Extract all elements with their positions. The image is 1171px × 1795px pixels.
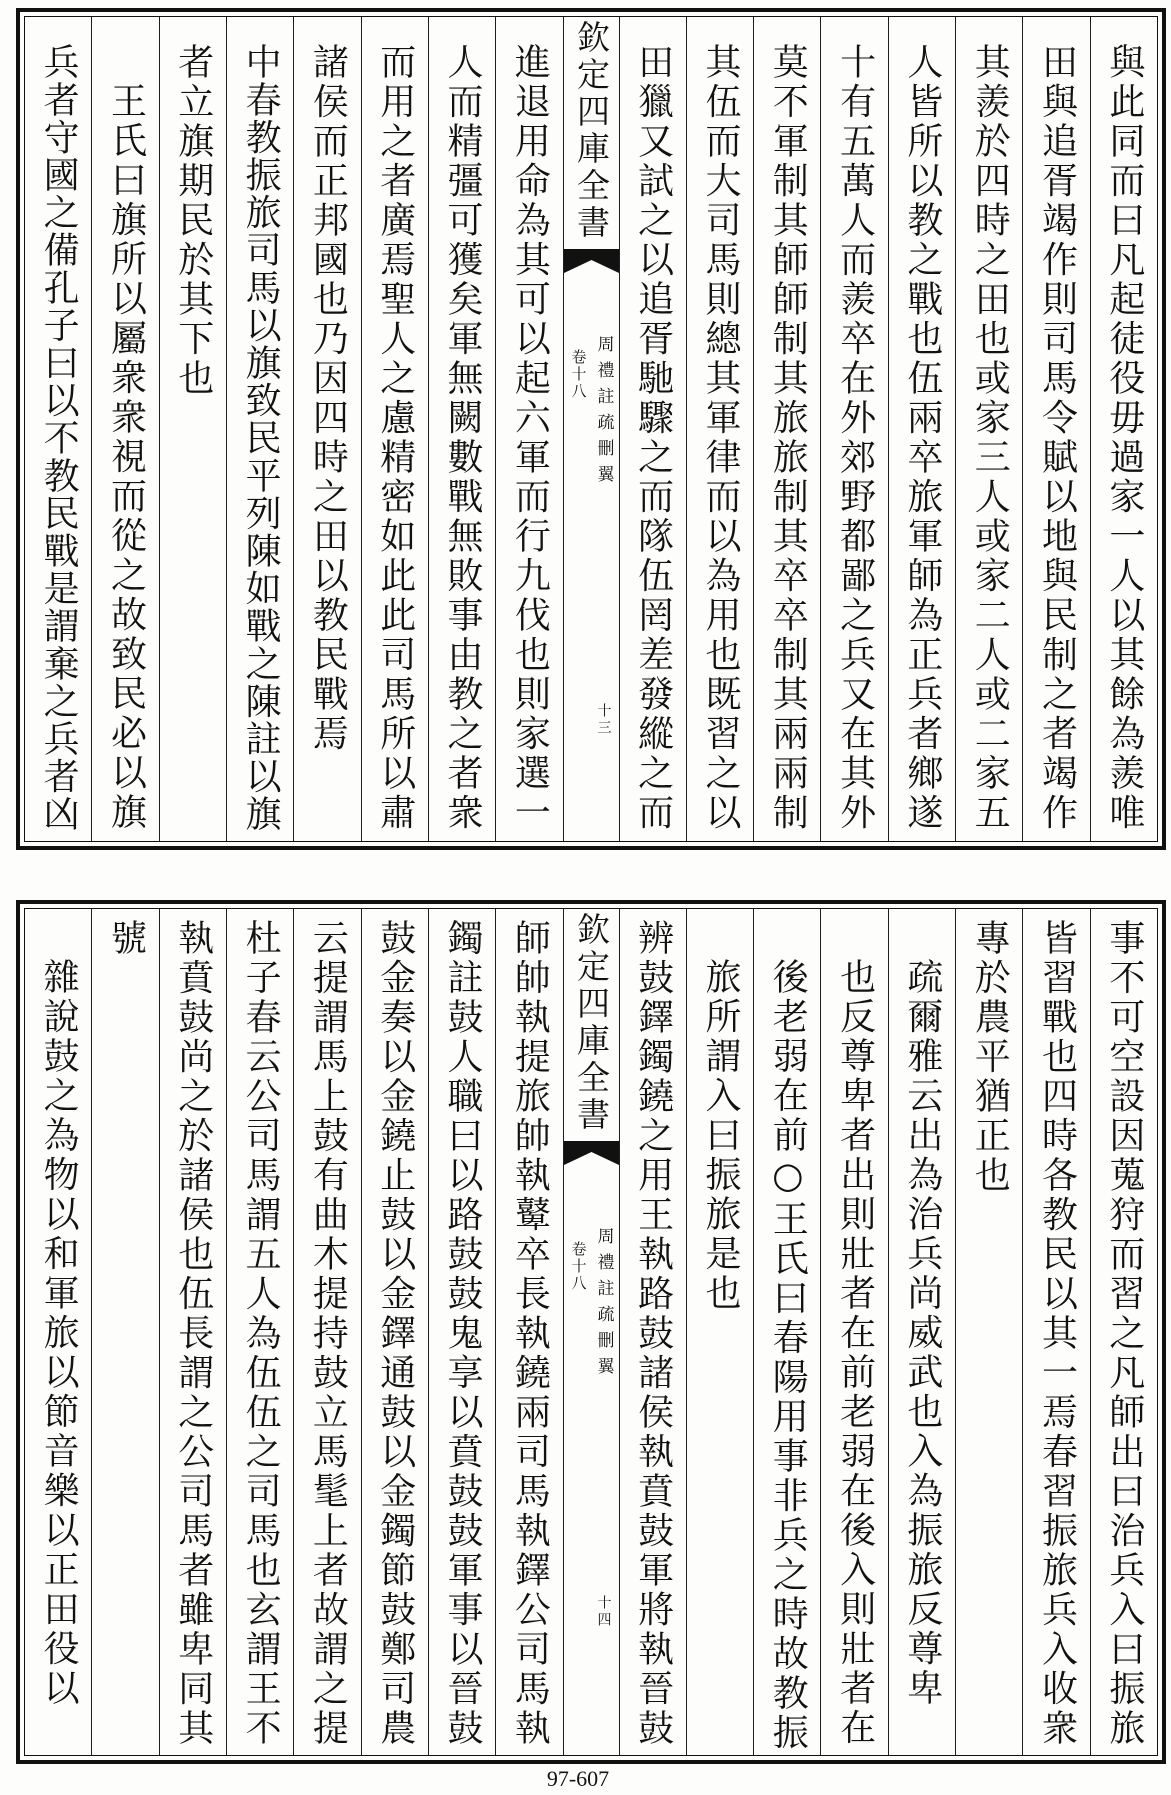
commentary-column [91, 17, 158, 841]
text-column [293, 17, 360, 841]
column-text: 人而精彊可獲矣軍無闕數戰無敗事由教之者衆 [442, 43, 484, 833]
column-text: 兵者守國之備孔子曰以不教民戰是謂棄之兵者凶 [38, 43, 80, 833]
scan-page-number: 97-607 [546, 1766, 610, 1791]
column-grid [25, 17, 1157, 841]
column-text: 其羨於四時之田也或家三人或家二人或二家五 [969, 43, 1011, 833]
column-text: 辨鼓鐸鐲鐃之用王執路鼓諸侯執賁鼓軍將執晉鼓 [632, 919, 674, 1749]
text-column [159, 17, 226, 841]
text-column [495, 909, 562, 1755]
leaf-number: 十四 [595, 1595, 612, 1629]
text-column [955, 909, 1022, 1755]
column-text: 旅所謂入曰振旅是也 [699, 958, 741, 1314]
column-text: 莫不軍制其師師制其旅旅制其卒卒制其兩兩制 [767, 43, 809, 833]
column-text: 皆習戰也四時各教民以其一焉春習振旅兵入收衆 [1036, 919, 1078, 1749]
column-text: 與此同而曰凡起徒役毋過家一人以其餘為羨唯 [1103, 43, 1145, 833]
volume-number: 卷十八 [569, 349, 588, 400]
column-text: 也反尊卑者出則壯者在前老弱在後入則壯者在 [834, 958, 876, 1748]
column-text: 執賁鼓尚之於諸侯也伍長謂之公司馬者雖卑同其 [172, 919, 214, 1749]
column-text: 云提謂馬上鼓有曲木提持鼓立馬髦上者故謂之提 [307, 919, 349, 1749]
text-column [495, 17, 562, 841]
column-text: 後老弱在前○王氏曰春陽用事非兵之時故教振 [767, 958, 809, 1753]
text-column [159, 909, 226, 1755]
text-column [619, 909, 686, 1755]
collection-title: 欽定四庫全書 [572, 20, 611, 242]
column-text: 王氏曰旗所以屬衆衆視而從之故致民必以旗 [105, 82, 147, 833]
text-column [226, 17, 293, 841]
column-text: 事不可空設因蒐狩而習之凡師出曰治兵入曰振旅 [1103, 919, 1145, 1749]
text-column [91, 909, 158, 1755]
column-text: 杜子春云公司馬謂五人為伍伍之司馬也玄謂王不 [240, 919, 282, 1749]
fishtail-mark-icon [564, 1141, 619, 1167]
commentary-column [753, 909, 820, 1755]
collection-title: 欽定四庫全書 [572, 912, 611, 1134]
text-column [686, 17, 753, 841]
text-column [888, 17, 955, 841]
column-text: 進退用命為其可以起六軍而行九伐也則家選一 [509, 43, 551, 833]
commentary-column [686, 909, 753, 1755]
leaf-panel-upper [16, 8, 1166, 850]
fishtail-shape [564, 1141, 619, 1165]
column-text: 專於農平猶正也 [969, 919, 1011, 1196]
text-column [619, 17, 686, 841]
text-column [1022, 909, 1089, 1755]
text-column [1022, 17, 1089, 841]
volume-number: 卷十八 [569, 1241, 588, 1292]
text-column [226, 909, 293, 1755]
fishtail-mark-icon [564, 249, 619, 275]
text-column [361, 909, 428, 1755]
commentary-column [25, 909, 91, 1755]
column-text: 田獵又試之以追胥馳驟之而隊伍罔差發縱之而 [632, 43, 674, 833]
text-column [361, 17, 428, 841]
column-text: 田與追胥竭作則司馬令賦以地與民制之者竭作 [1036, 43, 1078, 833]
leaf-number: 十三 [595, 703, 612, 737]
column-grid [25, 909, 1157, 1755]
column-text: 十有五萬人而羨卒在外郊野都鄙之兵又在其外 [834, 43, 876, 833]
leaf-frame [24, 16, 1158, 842]
text-column [1090, 17, 1157, 841]
text-column [25, 17, 91, 841]
text-column [428, 17, 495, 841]
text-column [428, 909, 495, 1755]
commentary-column [888, 909, 955, 1755]
text-column [293, 909, 360, 1755]
center-banxin-column [563, 909, 619, 1755]
center-banxin-column [563, 17, 619, 841]
leaf-frame [24, 908, 1158, 1756]
column-text: 鐲註鼓人職曰以路鼓鼓鬼享以賁鼓鼓軍事以晉鼓 [442, 919, 484, 1749]
leaf-panel-lower [16, 900, 1166, 1764]
column-text: 人皆所以教之戰也伍兩卒旅軍師為正兵者鄉遂 [901, 43, 943, 833]
text-column [1090, 909, 1157, 1755]
column-text: 其伍而大司馬則總其軍律而以為用也既習之以 [699, 43, 741, 833]
fishtail-shape [564, 249, 619, 273]
column-text: 號 [105, 919, 147, 959]
column-text: 雜說鼓之為物以和軍旅以節音樂以正田役以 [38, 958, 80, 1709]
text-column [820, 17, 887, 841]
column-text: 者立旗期民於其下也 [172, 43, 214, 399]
book-title: 周禮註疏刪翼 [593, 335, 614, 491]
column-text: 師帥執提旅帥執鼙卒長執鐃兩司馬執鐸公司馬執 [509, 919, 551, 1749]
column-text: 中春教振旅司馬以旗致民平列陳如戰之陳註以旗 [240, 43, 282, 833]
book-title: 周禮註疏刪翼 [593, 1227, 614, 1383]
column-text: 諸侯而正邦國也乃因四時之田以教民戰焉 [307, 43, 349, 754]
text-column [955, 17, 1022, 841]
column-text: 疏爾雅云出為治兵尚威武也入為振旅反尊卑 [901, 958, 943, 1709]
commentary-column [820, 909, 887, 1755]
column-text: 而用之者廣焉聖人之慮精密如此此司馬所以肅 [374, 43, 416, 833]
column-text: 鼓金奏以金鐃止鼓以金鐸通鼓以金鐲節鼓鄭司農 [374, 919, 416, 1749]
text-column [753, 17, 820, 841]
